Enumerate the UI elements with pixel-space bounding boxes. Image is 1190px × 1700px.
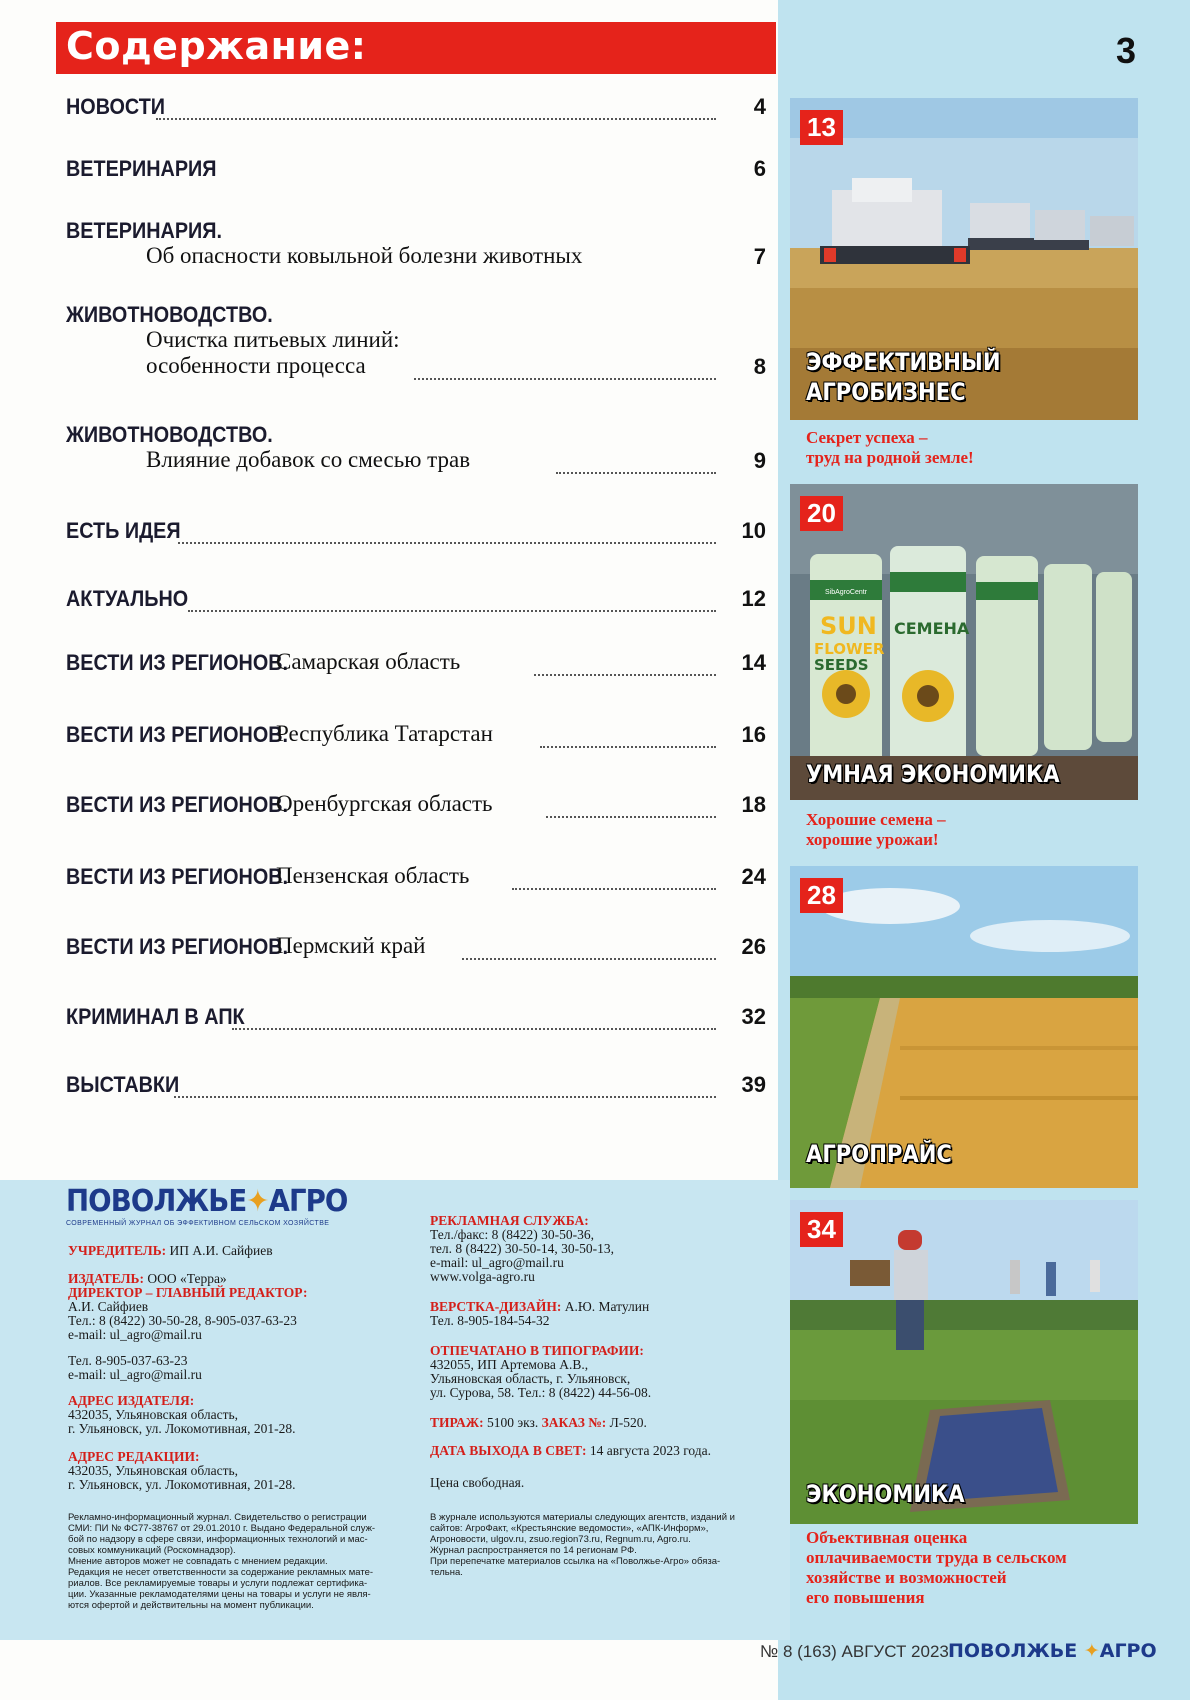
ads-line: Тел./факс: 8 (8422) 30-50-36, bbox=[430, 1227, 595, 1242]
page-badge: 20 bbox=[800, 496, 843, 531]
bag-text: SUN bbox=[820, 612, 877, 640]
print-line: 432055, ИП Артемова А.В., bbox=[430, 1357, 589, 1372]
caption-line: хозяйстве и возможностей bbox=[806, 1568, 1007, 1587]
toc-entry[interactable] bbox=[66, 650, 766, 676]
toc-category: ВЕСТИ ИЗ РЕГИОНОВ. bbox=[66, 722, 289, 747]
toc-entry[interactable] bbox=[66, 518, 766, 544]
toc-subtitle: Республика Татарстан bbox=[276, 721, 493, 746]
toc-category: АКТУАЛЬНО bbox=[66, 586, 189, 611]
toc-category: ВЕСТИ ИЗ РЕГИОНОВ. bbox=[66, 864, 289, 889]
caption-line: Секрет успеха – bbox=[806, 428, 928, 447]
toc-category: КРИМИНАЛ В АПК bbox=[66, 1004, 245, 1029]
toc-subtitle: Пензенская область bbox=[276, 863, 470, 888]
toc-subtitle: Об опасности ковыльной болезни животных bbox=[146, 243, 583, 268]
wheat-icon: ✦ bbox=[1083, 1640, 1100, 1662]
card-title: АГРОБИЗНЕС bbox=[806, 378, 966, 406]
publisher-address-label: АДРЕС ИЗДАТЕЛЯ: bbox=[68, 1393, 195, 1408]
card-caption bbox=[806, 1528, 1067, 1608]
price: Цена свободная. bbox=[430, 1475, 525, 1490]
footer-logo: ПОВОЛЖЬЕ ✦АГРО bbox=[948, 1640, 1157, 1662]
toc-category: ЖИВОТНОВОДСТВО. bbox=[66, 302, 273, 327]
print-label: ОТПЕЧАТАНО В ТИПОГРАФИИ: bbox=[430, 1343, 644, 1358]
feature-card-smart-economy[interactable] bbox=[790, 484, 1138, 800]
toc-entry[interactable] bbox=[66, 156, 766, 182]
dot-leader bbox=[556, 472, 716, 474]
address-line: г. Ульяновск, ул. Локомотивная, 201-28. bbox=[68, 1477, 296, 1492]
ads-line: e-mail: ul_agro@mail.ru bbox=[430, 1255, 564, 1270]
feature-card-agroprice[interactable] bbox=[790, 866, 1138, 1188]
page-title: Содержание: bbox=[66, 24, 367, 68]
dot-leader bbox=[178, 542, 716, 544]
dot-leader bbox=[188, 610, 716, 612]
dot-leader bbox=[156, 118, 716, 120]
wheat-icon: ✦ bbox=[246, 1184, 269, 1219]
page-number: 3 bbox=[1116, 30, 1137, 71]
toc-category: ВЕСТИ ИЗ РЕГИОНОВ. bbox=[66, 934, 289, 959]
address-line: г. Ульяновск, ул. Локомотивная, 201-28. bbox=[68, 1421, 296, 1436]
tel2: Тел. 8-905-037-63-23 bbox=[68, 1353, 188, 1368]
editor-email: e-mail: ul_agro@mail.ru bbox=[68, 1327, 202, 1342]
toc-page: 9 bbox=[753, 448, 766, 473]
toc-subtitle: особенности процесса bbox=[146, 353, 366, 378]
toc-category: ВЕТЕРИНАРИЯ bbox=[66, 156, 217, 181]
toc-category: ЖИВОТНОВОДСТВО. bbox=[66, 422, 273, 447]
toc-page: 6 bbox=[753, 156, 766, 181]
toc-page: 16 bbox=[741, 722, 766, 747]
logo-text: ПОВОЛЖЬЕ✦АГРО bbox=[66, 1184, 348, 1219]
toc-entry[interactable] bbox=[66, 792, 766, 818]
toc-page: 7 bbox=[753, 244, 766, 269]
bag-text: SEEDS bbox=[814, 656, 869, 674]
ads-line: www.volga-agro.ru bbox=[430, 1269, 535, 1284]
registration-notice: Рекламно-информационный журнал. Свидетельство о регистрации СМИ: ПИ № ФС77-38767 от 29.01.2010 г. Выдано Федеральной служ- бой по надзору в сфере связи, информационных технологий и мас- совых коммуникаций (Роскомнадзор). Мнение авторов может не совпадать с мнением редакции. Редакция не несет ответственности за содержание рекламных мате- риалов. Все рекламируемые товары и услуги подлежат сертифика- ции. Указанные рекламодателями цены на товары и услуги не явля- ются офертой и действительны на момент публикации. bbox=[68, 1512, 376, 1611]
release-date: ДАТА ВЫХОДА В СВЕТ: 14 августа 2023 года. bbox=[430, 1443, 712, 1458]
bag-text: FLOWER bbox=[814, 640, 885, 658]
toc-page: 24 bbox=[741, 864, 766, 889]
toc-subtitle: Оренбургская область bbox=[276, 791, 493, 816]
toc-page: 10 bbox=[741, 518, 766, 543]
caption-line: Объективная оценка bbox=[806, 1528, 968, 1547]
dot-leader bbox=[462, 958, 716, 960]
editor-tel: Тел.: 8 (8422) 30-50-28, 8-905-037-63-23 bbox=[68, 1313, 297, 1328]
dot-leader bbox=[512, 888, 716, 890]
toc-page: 18 bbox=[741, 792, 766, 817]
toc-page: 39 bbox=[741, 1072, 766, 1097]
email2: e-mail: ul_agro@mail.ru bbox=[68, 1367, 202, 1382]
dot-leader bbox=[232, 1028, 716, 1030]
toc-page: 32 bbox=[741, 1004, 766, 1029]
toc-entry[interactable] bbox=[66, 218, 766, 269]
design-tel: Тел. 8-905-184-54-32 bbox=[430, 1313, 550, 1328]
toc-page: 12 bbox=[741, 586, 766, 611]
toc-entry[interactable] bbox=[66, 422, 766, 473]
editor-name: А.И. Сайфиев bbox=[68, 1299, 149, 1314]
logo-tagline: СОВРЕМЕННЫЙ ЖУРНАЛ ОБ ЭФФЕКТИВНОМ СЕЛЬСКОМ ХОЗЯЙСТВЕ bbox=[66, 1220, 330, 1227]
card-title: УМНАЯ ЭКОНОМИКА bbox=[806, 760, 1060, 788]
bag-brand: SibAgroCentr bbox=[824, 589, 868, 596]
field-workers-photo bbox=[790, 1200, 1138, 1524]
toc-category: НОВОСТИ bbox=[66, 94, 166, 119]
design: ВЕРСТКА-ДИЗАЙН: А.Ю. Матулин bbox=[430, 1299, 650, 1314]
feature-card-agrobusiness[interactable] bbox=[790, 98, 1138, 420]
bag-text: СЕМЕНА bbox=[894, 619, 970, 638]
address-line: 432035, Ульяновская область, bbox=[68, 1463, 239, 1478]
print-line: Ульяновская область, г. Ульяновск, bbox=[430, 1371, 631, 1386]
ads-line: тел. 8 (8422) 30-50-14, 30-50-13, bbox=[430, 1241, 614, 1256]
toc-entry[interactable] bbox=[66, 586, 766, 612]
toc-category: ЕСТЬ ИДЕЯ bbox=[66, 518, 181, 543]
caption-line: оплачиваемости труда в сельском bbox=[806, 1548, 1067, 1567]
caption-line: труд на родной земле! bbox=[806, 448, 974, 467]
caption-line: его повышения bbox=[806, 1588, 925, 1607]
toc-entry[interactable] bbox=[66, 864, 766, 890]
toc-category: ВЫСТАВКИ bbox=[66, 1072, 180, 1097]
toc-category: ВЕСТИ ИЗ РЕГИОНОВ. bbox=[66, 792, 289, 817]
toc-page: 4 bbox=[753, 94, 766, 119]
toc-entry[interactable] bbox=[66, 722, 766, 748]
founder: УЧРЕДИТЕЛЬ: ИП А.И. Сайфиев bbox=[68, 1243, 273, 1258]
caption-line: хорошие урожаи! bbox=[806, 830, 939, 849]
toc-page: 26 bbox=[741, 934, 766, 959]
feature-card-economy[interactable] bbox=[790, 1200, 1138, 1524]
editor-label: ДИРЕКТОР – ГЛАВНЫЙ РЕДАКТОР: bbox=[68, 1285, 308, 1300]
issue-info: № 8 (163) АВГУСТ 2023 bbox=[760, 1642, 949, 1661]
card-title: ЭКОНОМИКА bbox=[806, 1480, 965, 1508]
card-title: ЭФФЕКТИВНЫЙ bbox=[806, 348, 1001, 376]
caption-line: Хорошие семена – bbox=[806, 810, 946, 829]
page-badge: 34 bbox=[800, 1212, 843, 1247]
card-caption bbox=[806, 428, 974, 468]
contents-header bbox=[56, 22, 776, 74]
address-line: 432035, Ульяновская область, bbox=[68, 1407, 239, 1422]
dot-leader bbox=[174, 1096, 716, 1098]
sources-notice: В журнале используются материалы следующих агентств, изданий и сайтов: АгроФакт, «Крестьянские ведомости», «АПК-Информ», Агроновости, ulgov.ru, zsuo.region73.ru, Regnum.ru, Agro.ru. Журнал распространяется по 14 регионам РФ. При перепечатке материалов ссылка на «Поволжье-Агро» обяза- тельна. bbox=[430, 1512, 735, 1578]
dot-leader bbox=[534, 674, 716, 676]
toc-subtitle: Влияние добавок со смесью трав bbox=[146, 447, 471, 472]
toc-entry[interactable] bbox=[66, 94, 766, 120]
card-caption bbox=[806, 810, 946, 850]
magazine-logo bbox=[66, 1184, 346, 1227]
print-line: ул. Сурова, 58. Тел.: 8 (8422) 44-56-08. bbox=[430, 1385, 652, 1400]
card-title: АГРОПРАЙС bbox=[806, 1140, 952, 1168]
editorial-address-label: АДРЕС РЕДАКЦИИ: bbox=[68, 1449, 200, 1464]
dot-leader bbox=[414, 378, 716, 380]
toc-subtitle: Самарская область bbox=[276, 649, 461, 674]
toc-subtitle: Очистка питьевых линий: bbox=[146, 327, 400, 352]
toc-category: ВЕСТИ ИЗ РЕГИОНОВ. bbox=[66, 650, 289, 675]
toc-entry[interactable] bbox=[66, 302, 766, 379]
toc-page: 8 bbox=[753, 354, 766, 379]
toc-entry[interactable] bbox=[66, 1072, 766, 1098]
dot-leader bbox=[546, 816, 716, 818]
seed-bags-photo bbox=[790, 484, 1138, 800]
toc-page: 14 bbox=[741, 650, 766, 675]
toc-subtitle: Пермский край bbox=[276, 933, 426, 958]
run-and-order: ТИРАЖ: 5100 экз. ЗАКАЗ №: Л-520. bbox=[430, 1415, 647, 1430]
toc-entry[interactable] bbox=[66, 1004, 766, 1030]
ads-label: РЕКЛАМНАЯ СЛУЖБА: bbox=[430, 1213, 589, 1228]
page-badge: 13 bbox=[800, 110, 843, 145]
page-badge: 28 bbox=[800, 878, 843, 913]
toc-category: ВЕТЕРИНАРИЯ. bbox=[66, 218, 223, 243]
dot-leader bbox=[540, 746, 716, 748]
toc-entry[interactable] bbox=[66, 934, 766, 960]
publisher: ИЗДАТЕЛЬ: ООО «Терра» bbox=[68, 1271, 227, 1286]
